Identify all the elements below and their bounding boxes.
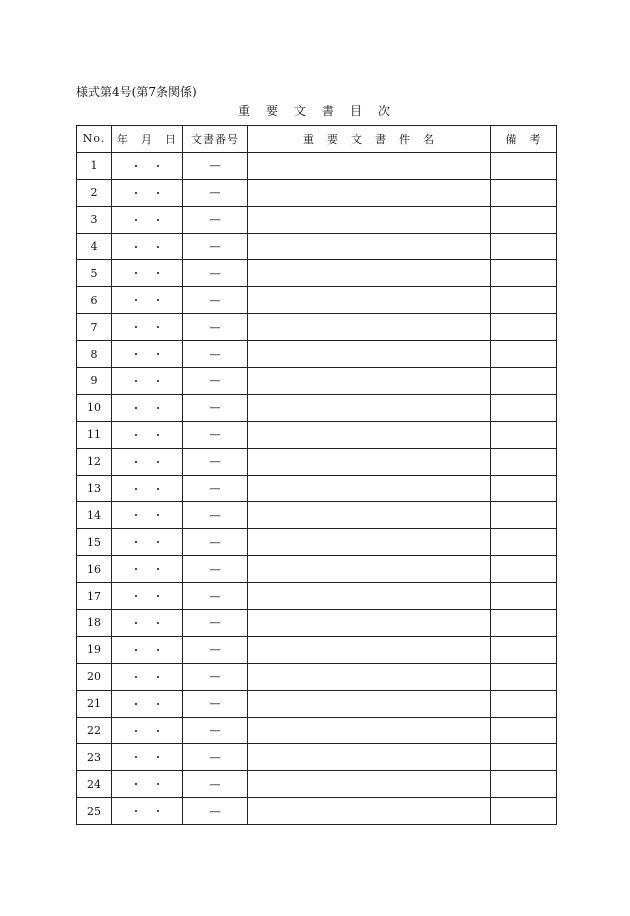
date-cell[interactable]	[112, 448, 183, 475]
row-number: 6	[77, 287, 112, 314]
row-number: 23	[77, 744, 112, 771]
remarks-cell[interactable]	[491, 583, 557, 610]
remarks-cell[interactable]	[491, 368, 557, 395]
doc-name-cell[interactable]	[248, 179, 491, 206]
doc-number-dash: —	[209, 777, 221, 791]
table-row	[77, 583, 557, 610]
remarks-cell[interactable]	[491, 475, 557, 502]
remarks-cell[interactable]	[491, 798, 557, 825]
date-separator-dots: ・ ・	[130, 751, 164, 765]
doc-name-cell[interactable]	[248, 556, 491, 583]
remarks-cell[interactable]	[491, 610, 557, 637]
date-cell[interactable]	[112, 636, 183, 663]
table-row	[77, 341, 557, 368]
doc-number-dash: —	[209, 320, 221, 334]
header-remarks: 備 考	[491, 126, 557, 153]
doc-number-cell[interactable]	[183, 529, 248, 556]
row-number: 12	[77, 448, 112, 475]
date-cell[interactable]	[112, 771, 183, 798]
date-separator-dots: ・ ・	[130, 294, 164, 308]
doc-number-cell[interactable]	[183, 421, 248, 448]
row-number: 8	[77, 341, 112, 368]
remarks-cell[interactable]	[491, 394, 557, 421]
remarks-cell[interactable]	[491, 771, 557, 798]
table-row	[77, 529, 557, 556]
table-row	[77, 717, 557, 744]
row-number: 4	[77, 233, 112, 260]
doc-number-cell[interactable]	[183, 314, 248, 341]
doc-number-dash: —	[209, 697, 221, 711]
doc-number-dash: —	[209, 670, 221, 684]
row-number: 3	[77, 206, 112, 233]
doc-number-dash: —	[209, 804, 221, 818]
table-row	[77, 771, 557, 798]
table-row	[77, 663, 557, 690]
doc-number-dash: —	[209, 562, 221, 576]
doc-number-cell[interactable]	[183, 798, 248, 825]
doc-number-cell[interactable]	[183, 717, 248, 744]
date-cell[interactable]	[112, 529, 183, 556]
doc-number-cell[interactable]	[183, 583, 248, 610]
doc-name-cell[interactable]	[248, 341, 491, 368]
doc-number-dash: —	[209, 750, 221, 764]
date-separator-dots: ・ ・	[130, 563, 164, 577]
remarks-cell[interactable]	[491, 529, 557, 556]
date-separator-dots: ・ ・	[130, 321, 164, 335]
doc-number-dash: —	[209, 186, 221, 200]
table-body	[77, 152, 557, 824]
doc-name-cell[interactable]	[248, 717, 491, 744]
remarks-cell[interactable]	[491, 448, 557, 475]
doc-name-cell[interactable]	[248, 260, 491, 287]
doc-name-cell[interactable]	[248, 529, 491, 556]
table-row	[77, 394, 557, 421]
remarks-cell[interactable]	[491, 233, 557, 260]
date-separator-dots: ・ ・	[130, 159, 164, 173]
doc-number-dash: —	[209, 482, 221, 496]
doc-name-cell[interactable]	[248, 771, 491, 798]
remarks-cell[interactable]	[491, 287, 557, 314]
table-row	[77, 287, 557, 314]
date-cell[interactable]	[112, 717, 183, 744]
date-separator-dots: ・ ・	[130, 482, 164, 496]
date-cell[interactable]	[112, 152, 183, 179]
row-number: 1	[77, 152, 112, 179]
header-date: 年 月 日	[112, 126, 183, 153]
table-row	[77, 260, 557, 287]
doc-name-cell[interactable]	[248, 314, 491, 341]
doc-name-cell[interactable]	[248, 421, 491, 448]
date-cell[interactable]	[112, 206, 183, 233]
doc-number-dash: —	[209, 240, 221, 253]
doc-name-cell[interactable]	[248, 798, 491, 825]
table-row	[77, 636, 557, 663]
date-separator-dots: ・ ・	[130, 724, 164, 738]
remarks-cell[interactable]	[491, 341, 557, 368]
date-separator-dots: ・ ・	[130, 805, 164, 819]
table-row	[77, 421, 557, 448]
doc-number-cell[interactable]	[183, 152, 248, 179]
remarks-cell[interactable]	[491, 206, 557, 233]
doc-number-dash: —	[209, 293, 221, 307]
date-separator-dots: ・ ・	[130, 374, 164, 388]
doc-name-cell[interactable]	[248, 448, 491, 475]
doc-name-cell[interactable]	[248, 663, 491, 690]
doc-name-cell[interactable]	[248, 287, 491, 314]
table-row	[77, 690, 557, 717]
date-separator-dots: ・ ・	[130, 186, 164, 200]
date-cell[interactable]	[112, 798, 183, 825]
table-row	[77, 233, 557, 260]
doc-number-dash: —	[209, 266, 221, 280]
remarks-cell[interactable]	[491, 690, 557, 717]
doc-number-cell[interactable]	[183, 260, 248, 287]
table-row	[77, 179, 557, 206]
date-cell[interactable]	[112, 610, 183, 637]
doc-name-cell[interactable]	[248, 744, 491, 771]
table-header-row	[77, 126, 557, 153]
date-separator-dots: ・ ・	[130, 536, 164, 550]
doc-name-cell[interactable]	[248, 368, 491, 395]
row-number: 17	[77, 583, 112, 610]
doc-number-cell[interactable]	[183, 394, 248, 421]
doc-name-cell[interactable]	[248, 690, 491, 717]
remarks-cell[interactable]	[491, 636, 557, 663]
date-cell[interactable]	[112, 475, 183, 502]
table-row	[77, 206, 557, 233]
doc-number-cell[interactable]	[183, 663, 248, 690]
table-row	[77, 448, 557, 475]
row-number: 22	[77, 717, 112, 744]
row-number: 2	[77, 179, 112, 206]
date-separator-dots: ・ ・	[130, 401, 164, 415]
doc-number-dash: —	[209, 535, 221, 549]
table-row	[77, 744, 557, 771]
doc-name-cell[interactable]	[248, 475, 491, 502]
date-cell[interactable]	[112, 744, 183, 771]
date-cell[interactable]	[112, 663, 183, 690]
doc-number-cell[interactable]	[183, 448, 248, 475]
form-number-label: 様式第4号(第7条関係)	[76, 85, 197, 99]
doc-name-cell[interactable]	[248, 152, 491, 179]
table-row	[77, 314, 557, 341]
header-doc-name: 重 要 文 書 件 名	[248, 126, 491, 153]
date-cell[interactable]	[112, 341, 183, 368]
date-separator-dots: ・ ・	[130, 590, 164, 604]
doc-number-cell[interactable]	[183, 287, 248, 314]
doc-number-cell[interactable]	[183, 206, 248, 233]
doc-number-dash: —	[209, 374, 221, 388]
table-row	[77, 152, 557, 179]
row-number: 15	[77, 529, 112, 556]
doc-number-cell[interactable]	[183, 556, 248, 583]
row-number: 19	[77, 636, 112, 663]
doc-number-cell[interactable]	[183, 771, 248, 798]
remarks-cell[interactable]	[491, 556, 557, 583]
doc-number-dash: —	[209, 401, 221, 415]
date-cell[interactable]	[112, 179, 183, 206]
row-number: 11	[77, 421, 112, 448]
date-cell[interactable]	[112, 394, 183, 421]
doc-number-dash: —	[209, 455, 221, 469]
date-separator-dots: ・ ・	[130, 616, 164, 630]
doc-number-dash: —	[209, 508, 221, 522]
page-title: 重 要 文 書 目 次	[237, 104, 392, 118]
remarks-cell[interactable]	[491, 314, 557, 341]
date-cell[interactable]	[112, 260, 183, 287]
date-separator-dots: ・ ・	[130, 455, 164, 469]
row-number: 24	[77, 771, 112, 798]
doc-number-cell[interactable]	[183, 179, 248, 206]
date-separator-dots: ・ ・	[130, 348, 164, 362]
date-separator-dots: ・ ・	[130, 240, 164, 254]
remarks-cell[interactable]	[491, 179, 557, 206]
remarks-cell[interactable]	[491, 663, 557, 690]
row-number: 21	[77, 690, 112, 717]
doc-name-cell[interactable]	[248, 502, 491, 529]
date-cell[interactable]	[112, 502, 183, 529]
doc-number-cell[interactable]	[183, 368, 248, 395]
date-separator-dots: ・ ・	[130, 778, 164, 792]
date-cell[interactable]	[112, 314, 183, 341]
header-no: No.	[77, 126, 112, 153]
date-separator-dots: ・ ・	[130, 267, 164, 281]
date-cell[interactable]	[112, 368, 183, 395]
doc-name-cell[interactable]	[248, 636, 491, 663]
row-number: 7	[77, 314, 112, 341]
doc-name-cell[interactable]	[248, 206, 491, 233]
doc-number-dash: —	[209, 724, 221, 738]
doc-number-dash: —	[209, 616, 221, 630]
doc-number-cell[interactable]	[183, 636, 248, 663]
date-separator-dots: ・ ・	[130, 643, 164, 657]
remarks-cell[interactable]	[491, 717, 557, 744]
table-row	[77, 368, 557, 395]
date-cell[interactable]	[112, 583, 183, 610]
remarks-cell[interactable]	[491, 260, 557, 287]
date-separator-dots: ・ ・	[130, 509, 164, 523]
doc-number-cell[interactable]	[183, 233, 248, 260]
date-cell[interactable]	[112, 690, 183, 717]
header-doc-number: 文書番号	[183, 126, 248, 153]
table-row	[77, 798, 557, 825]
doc-number-cell[interactable]	[183, 744, 248, 771]
doc-number-dash: —	[209, 213, 221, 227]
row-number: 18	[77, 610, 112, 637]
doc-name-cell[interactable]	[248, 583, 491, 610]
doc-number-dash: —	[209, 428, 221, 442]
date-separator-dots: ・ ・	[130, 670, 164, 684]
doc-name-cell[interactable]	[248, 394, 491, 421]
date-cell[interactable]	[112, 287, 183, 314]
row-number: 10	[77, 394, 112, 421]
doc-number-dash: —	[209, 347, 221, 361]
date-separator-dots: ・ ・	[130, 428, 164, 442]
doc-number-cell[interactable]	[183, 475, 248, 502]
date-cell[interactable]	[112, 421, 183, 448]
row-number: 9	[77, 368, 112, 395]
date-cell[interactable]	[112, 556, 183, 583]
table-row	[77, 475, 557, 502]
row-number: 5	[77, 260, 112, 287]
row-number: 25	[77, 798, 112, 825]
date-cell[interactable]	[112, 233, 183, 260]
doc-number-cell[interactable]	[183, 610, 248, 637]
doc-number-cell[interactable]	[183, 341, 248, 368]
remarks-cell[interactable]	[491, 421, 557, 448]
row-number: 20	[77, 663, 112, 690]
doc-number-dash: —	[209, 643, 221, 657]
date-separator-dots: ・ ・	[130, 697, 164, 711]
doc-number-dash: —	[209, 589, 221, 603]
row-number: 16	[77, 556, 112, 583]
doc-number-dash: —	[209, 159, 221, 173]
doc-name-cell[interactable]	[248, 233, 491, 260]
doc-name-cell[interactable]	[248, 610, 491, 637]
doc-number-cell[interactable]	[183, 690, 248, 717]
remarks-cell[interactable]	[491, 744, 557, 771]
remarks-cell[interactable]	[491, 502, 557, 529]
table-row	[77, 502, 557, 529]
row-number: 13	[77, 475, 112, 502]
important-documents-table	[76, 125, 557, 825]
doc-number-cell[interactable]	[183, 502, 248, 529]
table-row	[77, 610, 557, 637]
row-number: 14	[77, 502, 112, 529]
table-row	[77, 556, 557, 583]
remarks-cell[interactable]	[491, 152, 557, 179]
date-separator-dots: ・ ・	[130, 213, 164, 227]
